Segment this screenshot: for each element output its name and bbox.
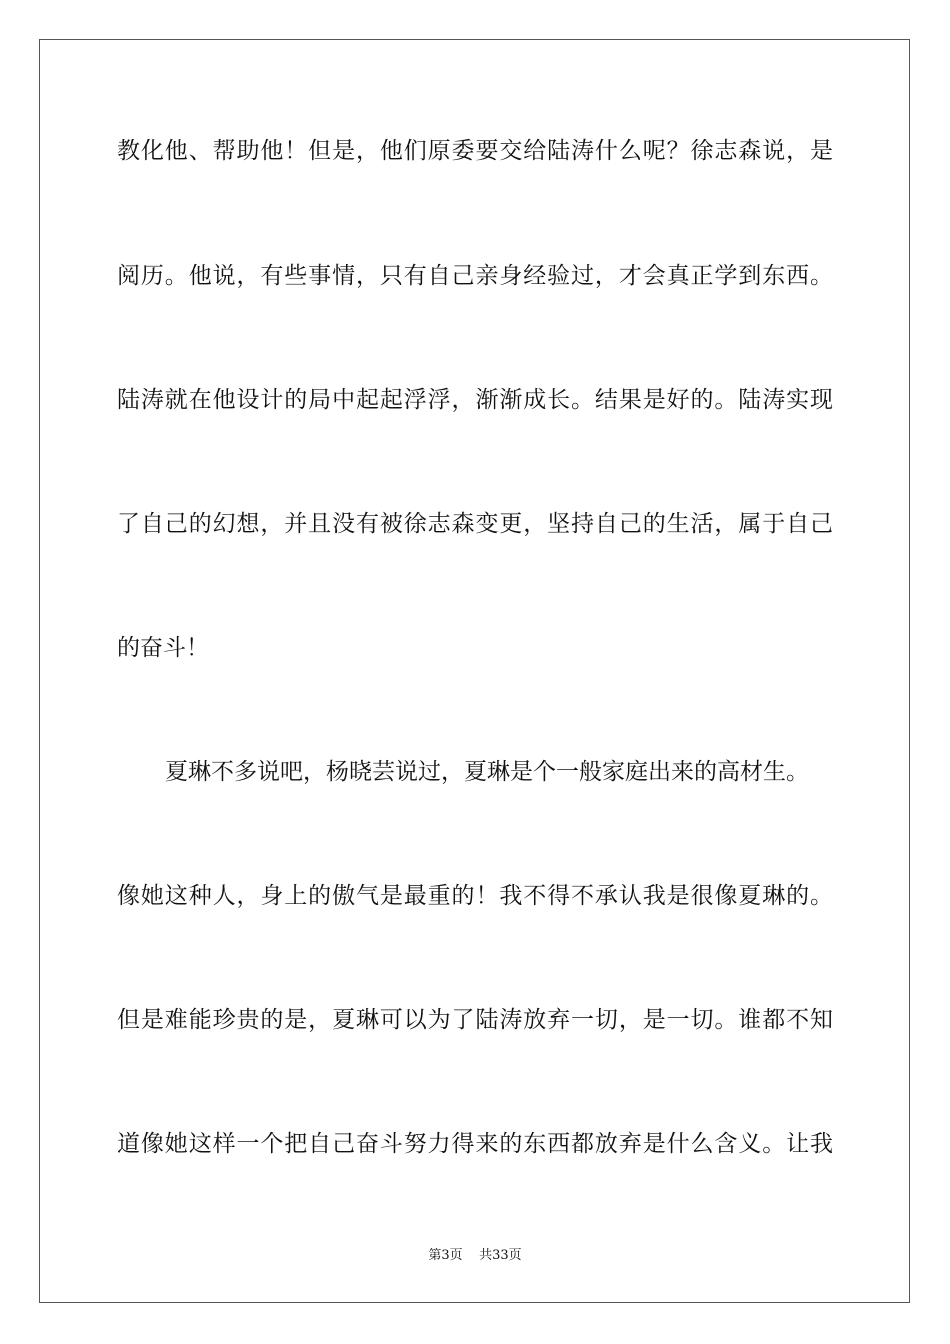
paragraph-start-line: 夏琳不多说吧，杨晓芸说过，夏琳是个一般家庭出来的高材生。 bbox=[165, 759, 809, 785]
text-line-2: 阅历。他说，有些事情，只有自己亲身经验过，才会真正学到东西。 bbox=[117, 263, 833, 289]
text-line-7: 像她这种人，身上的傲气是最重的！我不得不承认我是很像夏琳的。 bbox=[117, 883, 833, 909]
page-number-total: 共33页 bbox=[479, 1248, 522, 1263]
text-line-1: 教化他、帮助他！但是，他们原委要交给陆涛什么呢？徐志森说，是 bbox=[117, 138, 833, 164]
text-line-8: 但是难能珍贵的是，夏琳可以为了陆涛放弃一切，是一切。谁都不知 bbox=[117, 1007, 833, 1033]
page-number-current: 第3页 bbox=[428, 1248, 463, 1263]
text-line-9: 道像她这样一个把自己奋斗努力得来的东西都放弃是什么含义。让我 bbox=[117, 1131, 833, 1157]
page-footer bbox=[0, 1247, 950, 1265]
text-line-4: 了自己的幻想，并且没有被徐志森变更，坚持自己的生活，属于自己 bbox=[117, 511, 833, 537]
text-line-3: 陆涛就在他设计的局中起起浮浮，渐渐成长。结果是好的。陆涛实现 bbox=[117, 387, 833, 413]
footer-spacer bbox=[463, 1248, 480, 1263]
page-border bbox=[39, 39, 910, 1303]
text-line-5: 的奋斗！ bbox=[117, 635, 209, 661]
